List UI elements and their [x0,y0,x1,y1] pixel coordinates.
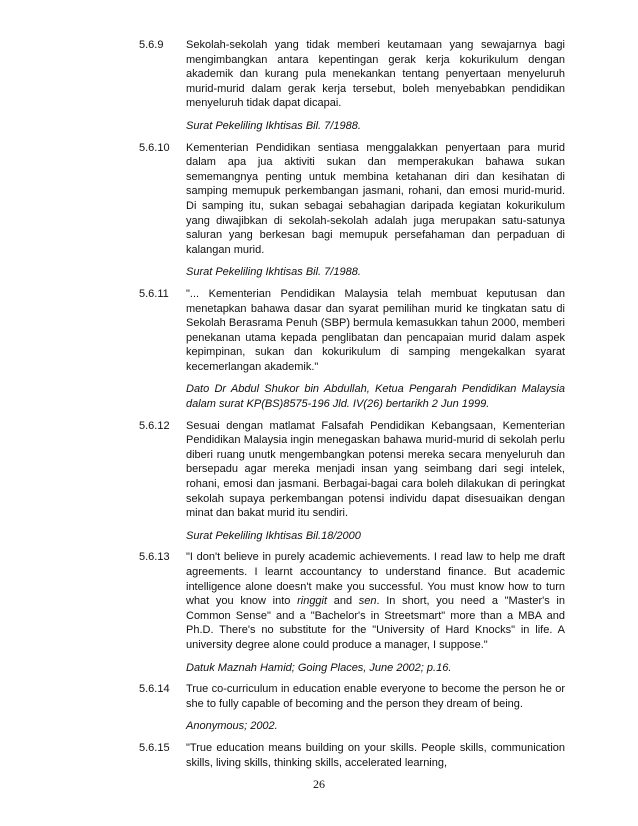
text-run: "I don't believe in purely academic achievements. I read law to help me draft agreements. I learnt accountancy to understand finance. But academic intelligence alone doesn't make you successful. You must know how to turn what you know into [186,551,565,608]
section-content [186,550,565,675]
page-number: 26 [313,777,325,791]
italic-term: ringgit [297,595,328,608]
text-run: "True education means building on your skills. People skills, communication skills, living skills, thinking skills, accelerated learning, [186,741,565,769]
text-run: True co-curriculum in education enable everyone to become the person he or she to fully capable of becoming and the person they dream of being. [186,683,565,710]
section-number: 5.6.15 [139,741,170,754]
section-citation: Surat Pekeliling Ikhtisas Bil.18/2000 [186,529,361,542]
text-run: . In short, you need a "Master's in Common Sense" and a "Bachelor's in Streetsmart" more than a MBA and Ph.D. There's no substitute for the "University of Hard Knocks" in life. A university degree alone could produce a manager, I suppose." [186,595,565,651]
section-citation: Dato Dr Abdul Shukor bin Abdullah, Ketua Pengarah Pendidikan Malaysia dalam surat KP(BS)8575-196 Jld. IV(26) bertarikh 2 Jun 1999. [186,383,565,411]
section-citation: Surat Pekeliling Ikhtisas Bil. 7/1988. [186,119,361,132]
section-citation: Surat Pekeliling Ikhtisas Bil. 7/1988. [186,266,361,279]
section-text [186,141,565,258]
section-item [139,682,565,734]
numbered-sections [139,38,565,777]
text-run: Kementerian Pendidikan sentiasa menggalakkan penyertaan para murid dalam apa jua aktiviti sukan dan memperakukan bahawa sukan sememangnya penting untuk membina ketahanan diri dan kesihatan di samping memupuk perkembangan jasmani, rohani, dan emosi murid-murid. Di samping itu, sukan sebagai sebahagian daripada kegiatan kokurikulum yang diwajibkan di sekolah-sekolah adalah juga merupakan satu-satunya saluran yang berkesan bagi memupuk persefahaman dan perpaduan di kalangan murid. [186,141,565,256]
text-run: Sesuai dengan matlamat Falsafah Pendidikan Kebangsaan, Kementerian Pendidikan Malaysia ingin menegaskan bahawa murid-murid di sekolah perlu diberi ruang unutk mengembangkan potensi mereka secara menyeluruh dan bersepadu agar mereka menjadi insan yang seimbang dari segi intelek, rohani, emosi dan jasmani. Berbagai-bagai cara boleh dilakukan di peringkat sekolah supaya perkembangan potensi individu dapat disesuaikan dengan minat dan bakat murid itu sendiri. [186,419,565,520]
section-content [186,287,565,412]
section-number: 5.6.11 [139,287,169,300]
section-number: 5.6.12 [139,419,170,432]
italic-term: sen [358,595,377,608]
section-citation: Anonymous; 2002. [186,720,278,733]
section-item [139,141,565,280]
section-text [186,741,565,770]
text-run: "... Kementerian Pendidikan Malaysia telah membuat keputusan dan menetapkan bahawa dasar dan syarat pemilihan murid ke tingkatan satu di Sekolah Berasrama Penuh (SBP) bermula kemasukkan tahun 2000, memberi penekanan utama kepada penglibatan dan pencapaian murid dalam aspek kepimpinan, sukan dan kokurikulum di samping mengekalkan syarat kecemerlangan akademik." [186,287,565,373]
text-run: Sekolah-sekolah yang tidak memberi keutamaan yang sewajarnya bagi mengimbangkan antara kepentingan gerak kerja kokurikulum dengan akademik dan kurang pula menekankan tentang penyertaan menyeluruh murid-murid dalam gerak kerja tersebut, boleh menyebabkan pendidikan menyeluruh tidak dapat dicapai. [186,39,565,110]
section-item [139,419,565,544]
section-number: 5.6.13 [139,551,170,564]
section-text [186,419,565,521]
section-item [139,550,565,675]
section-content [186,419,565,544]
section-text [186,550,565,652]
section-number: 5.6.9 [139,39,164,51]
section-text [186,287,565,375]
section-text [186,38,565,111]
section-content [186,741,565,770]
section-text [186,682,565,711]
section-citation: Datuk Maznah Hamid; Going Places, June 2002; p.16. [186,661,452,674]
section-number: 5.6.10 [139,141,170,154]
section-content [186,38,565,134]
section-content [186,141,565,280]
section-number: 5.6.14 [139,683,170,696]
section-item [139,741,565,770]
section-item [139,38,565,134]
text-run: and [327,595,359,608]
section-content [186,682,565,734]
section-item [139,287,565,412]
